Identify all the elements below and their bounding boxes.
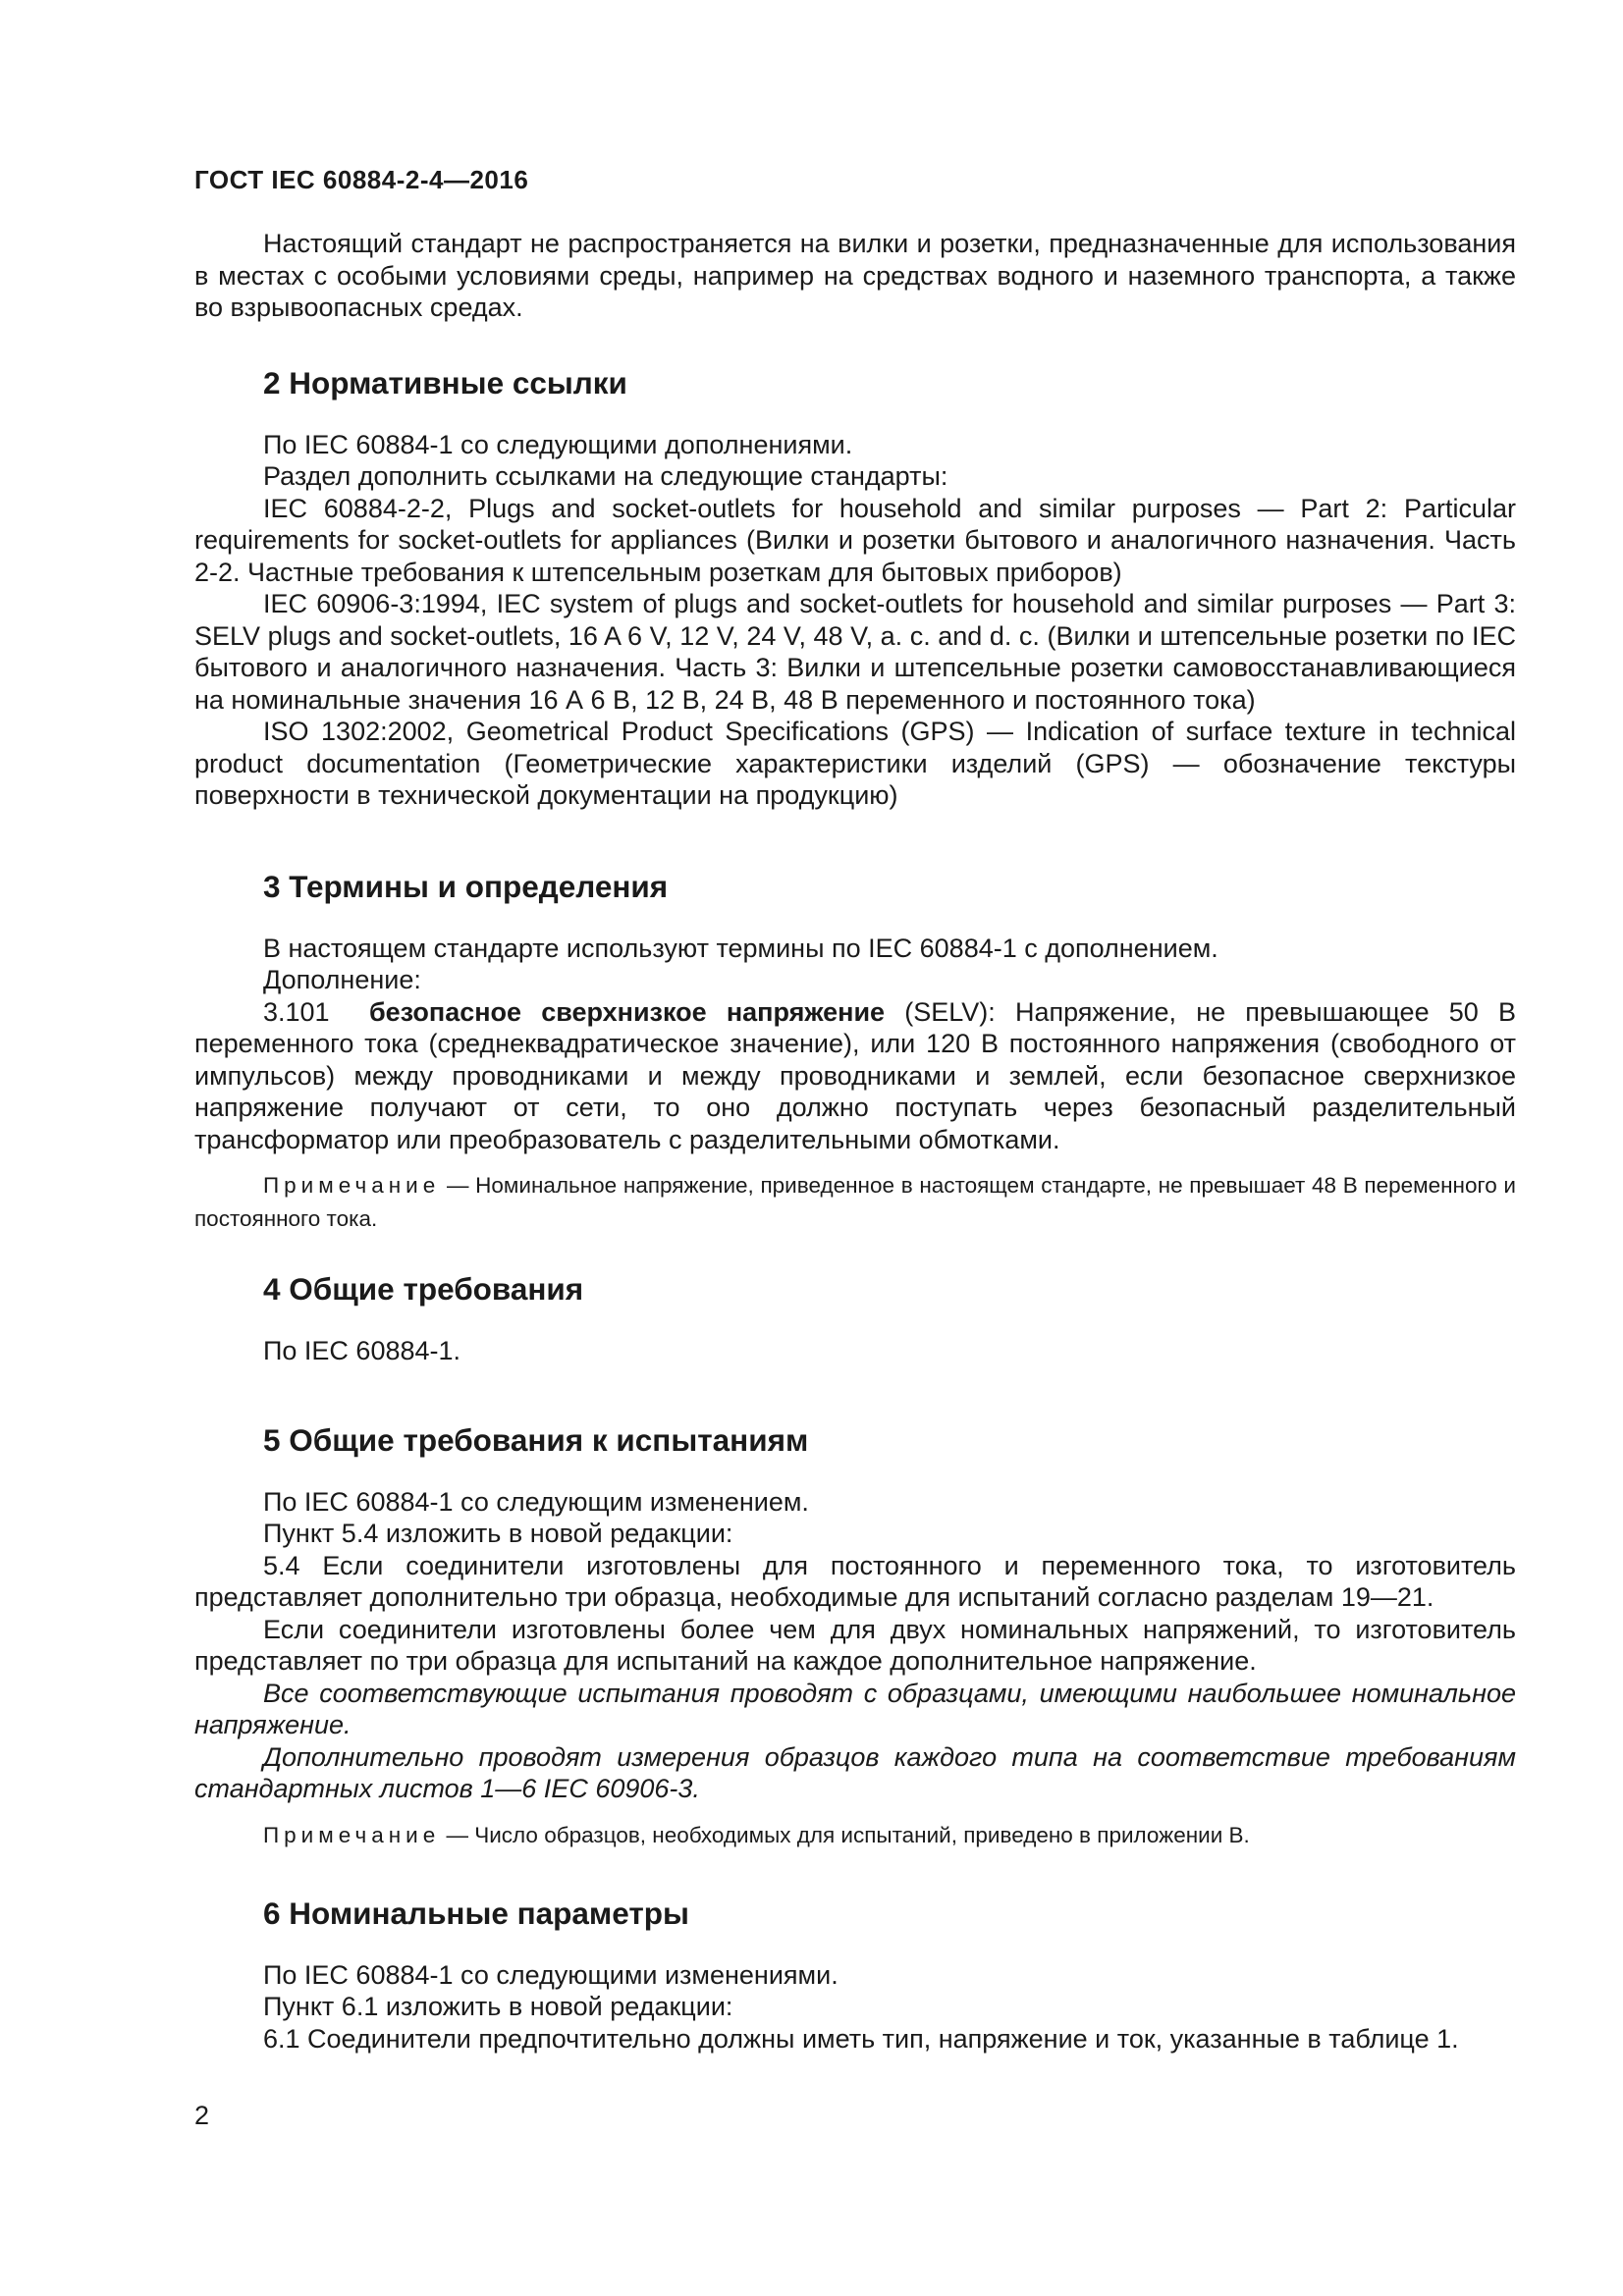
section-5-note	[194, 1819, 1516, 1852]
section-6-paragraph-2: Пункт 6.1 изложить в новой редакции:	[263, 1992, 733, 2021]
section-3-paragraph-2: Дополнение:	[263, 965, 421, 994]
section-4-heading: 4 Общие требования	[263, 1271, 584, 1307]
section-4-paragraph-1: По IEC 60884-1.	[263, 1336, 461, 1365]
section-5-paragraph-6: Дополнительно проводят измерения образцов каждого типа на соответствие требованиям стандартных листов 1—6 IEC 60906-3.	[194, 1741, 1516, 1803]
section-6-paragraph-3: 6.1 Соединители предпочтительно должны иметь тип, напряжение и ток, указанные в таблице 1.	[263, 2023, 1459, 2054]
page-number: 2	[194, 2101, 210, 2130]
section-5-paragraph-4: Если соединители изготовлены более чем для двух номинальных напряжений, то изготовитель представляет по три образца для испытаний на каждое дополнительное напряжение.	[194, 1614, 1516, 1676]
section-5-paragraph-5: Все соответствующие испытания проводят с образцами, имеющими наибольшее номинальное напряжение.	[194, 1678, 1516, 1739]
section-2-paragraph-2: Раздел дополнить ссылками на следующие стандарты:	[263, 461, 948, 491]
document-body	[194, 228, 1516, 2055]
section-2-reference-iec-60906-3: IEC 60906-3:1994, IEC system of plugs and socket-outlets for household and similar purposes — Part 3: SELV plugs and socket-outlets, 16 A 6 V, 12 V, 24 V, 48 V, a. c. and d. c. (Вилки и штепсельные розетки по IEC бытового и аналогичного назначения. Часть 3: Вилки и штепсельные розетки самовосстанавливающиеся на номинальные значения 16 А 6 В, 12 В, 24 В, 48 В переменного и постоянного тока)	[194, 589, 1516, 715]
section-3-paragraph-1: В настоящем стандарте используют термины по IEC 60884-1 с дополнением.	[263, 933, 1218, 963]
section-2-heading: 2 Нормативные ссылки	[263, 364, 627, 400]
document-header: ГОСТ IEC 60884-2-4—2016	[194, 165, 529, 194]
note-label: Примечание	[263, 1822, 441, 1847]
note-text: — Число образцов, необходимых для испытаний, приведено в приложении В.	[440, 1822, 1250, 1847]
term-definition-3-101	[194, 996, 1516, 1156]
section-2-reference-iec-60884-2-2: IEC 60884-2-2, Plugs and socket-outlets for household and similar purposes — Part 2: Particular requirements for socket-outlets for appliances (Вилки и розетки бытового и аналогичного назначения. Часть 2-2. Частные требования к штепсельным розеткам для бытовых приборов)	[194, 493, 1516, 587]
term-name: безопасное сверхнизкое напряжение	[368, 996, 886, 1027]
section-3-note	[194, 1169, 1516, 1236]
intro-paragraph: Настоящий стандарт не распространяется на вилки и розетки, предназначенные для использования в местах с особыми условиями среды, например на средствах водного и наземного транспорта, а также во взрывоопасных средах.	[194, 229, 1516, 322]
section-2-reference-iso-1302: ISO 1302:2002, Geometrical Product Specifications (GPS) — Indication of surface texture in technical product documentation (Геометрические характеристики изделий (GPS) — обозначение текстуры поверхности в технической документации на продукцию)	[194, 717, 1516, 810]
section-5-paragraph-3: 5.4 Если соединители изготовлены для постоянного и переменного тока, то изготовитель представляет дополнительно три образца, необходимые для испытаний согласно разделам 19—21.	[194, 1550, 1516, 1612]
section-5-paragraph-1: По IEC 60884-1 со следующим изменением.	[263, 1486, 809, 1517]
section-6-heading: 6 Номинальные параметры	[263, 1895, 689, 1931]
section-3-heading: 3 Термины и определения	[263, 868, 669, 904]
section-6-paragraph-1: По IEC 60884-1 со следующими изменениями.	[263, 1959, 839, 1990]
section-5-paragraph-2: Пункт 5.4 изложить в новой редакции:	[263, 1519, 733, 1548]
section-5-heading: 5 Общие требования к испытаниям	[263, 1421, 809, 1458]
term-definition-text: (SELV): Напряжение, не превышающее 50 В переменного тока (среднеквадратическое значение), или 120 В постоянного напряжения (свободного от импульсов) между проводниками и между проводниками и землей, если безопасное сверхнизкое напряжение получают от сети, то оно должно поступать через безопасный разделительный трансформатор или преобразователь с разделительными обмотками.	[194, 996, 1516, 1154]
note-text: — Номинальное напряжение, приведенное в настоящем стандарте, не превышает 48 В переменного и постоянного тока.	[194, 1173, 1516, 1231]
note-label: Примечание	[263, 1173, 441, 1198]
term-number: 3.101	[263, 996, 330, 1027]
section-2-paragraph-1: По IEC 60884-1 со следующими дополнениями.	[263, 429, 853, 459]
